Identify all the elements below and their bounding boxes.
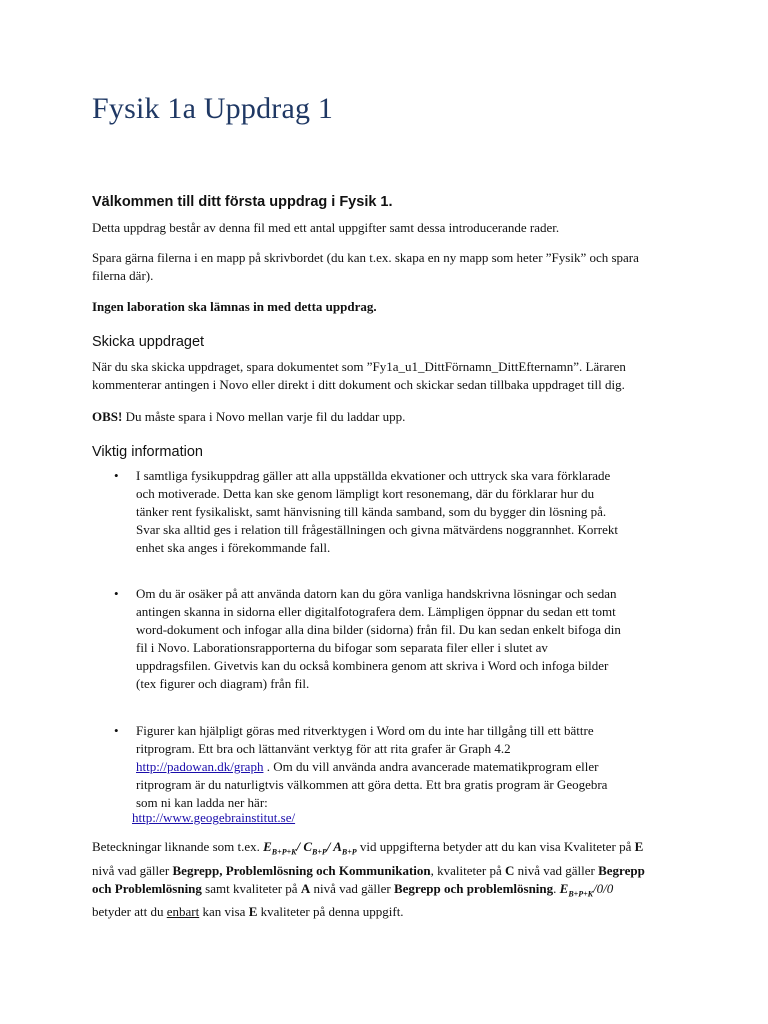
grades-emphasis: och Problemlösning bbox=[92, 880, 202, 896]
grade-symbol: E bbox=[559, 880, 569, 896]
welcome-paragraph-1: Detta uppdrag består av denna fil med ett antal uppgifter samt dessa introducerande rader. bbox=[92, 220, 560, 235]
grades-emphasis: Begrepp bbox=[598, 862, 645, 878]
obs-label: OBS! bbox=[92, 409, 123, 424]
grades-emphasis: Begrepp och problemlösning bbox=[393, 880, 554, 896]
grade-separator: / bbox=[296, 839, 304, 854]
list-item-line: word-dokument och infogar alla dina bilder (sidorna) från fil. Du kan sedan enkelt bifoga din bbox=[136, 622, 621, 637]
list-item bbox=[92, 467, 672, 557]
list-item-line: Om du är osäker på att använda datorn kan du göra vanliga handskrivna lösningar och sedan bbox=[136, 586, 617, 601]
welcome-paragraph-2-line-2: filerna där). bbox=[92, 268, 154, 283]
grade-symbol: C bbox=[303, 839, 313, 854]
list-item-line: antingen skanna in sidorna eller digitalfotografera dem. Lämpligen öppnar du sedan ett tomt bbox=[136, 604, 616, 619]
send-paragraph-line-2: kommenterar antingen i Novo eller direkt i ditt dokument och skickar sedan tillbaka uppdraget till dig. bbox=[92, 377, 625, 392]
grades-text: kan visa bbox=[199, 904, 249, 920]
list-item-line: tänker rent fysikaliskt, samt hänvisning till kända samband, som du bygger din lösning på. bbox=[136, 504, 607, 519]
list-item-line: enhet ska anges i förekommande fall. bbox=[136, 540, 331, 555]
grade-letter: E bbox=[634, 839, 644, 854]
geogebra-link[interactable]: http://www.geogebrainstitut.se/ bbox=[132, 810, 296, 825]
list-item-line: fil i Novo. Laborationsrapporterna du bifogar som separata filer eller i slutet av bbox=[136, 640, 548, 655]
info-list-item-1 bbox=[92, 467, 672, 557]
grades-paragraph bbox=[92, 838, 672, 921]
grade-separator: / bbox=[326, 839, 334, 854]
list-item-line: Svar ska alltid ges i relation till frågeställningen och givna mätvärdens noggrannhet. Korrekt bbox=[136, 522, 618, 537]
grades-underlined: enbart bbox=[166, 904, 200, 920]
list-item-line: (tex figurer och diagram) från fil. bbox=[136, 676, 310, 691]
send-paragraph-line-1: När du ska skicka uppdraget, spara dokumentet som ”Fy1a_u1_DittFörnamn_DittEfternamn”. Läraren bbox=[92, 359, 626, 374]
grade-subscript: B+P+K bbox=[271, 847, 297, 857]
grades-line-4 bbox=[92, 903, 672, 921]
grades-line-1 bbox=[92, 838, 672, 862]
list-item-line: uppdragsfilen. Givetvis kan du också kombinera genom att skriva i Word och infoga bilder bbox=[136, 658, 609, 673]
grade-symbol: E bbox=[263, 839, 272, 854]
list-item bbox=[92, 585, 672, 693]
no-lab-notice: Ingen laboration ska lämnas in med detta uppdrag. bbox=[92, 299, 377, 314]
grade-subscript: B+P bbox=[341, 847, 357, 857]
bullet-icon: • bbox=[114, 586, 119, 601]
grade-subscript: B+P bbox=[312, 847, 327, 857]
grades-text: betyder att du bbox=[92, 904, 167, 920]
link-trailing-text: . Om du vill använda andra avancerade matematikprogram eller bbox=[263, 759, 599, 774]
welcome-heading: Välkommen till ditt första uppdrag i Fysik 1. bbox=[92, 194, 393, 210]
info-heading: Viktig information bbox=[92, 444, 203, 460]
grades-text: Beteckningar liknande som t.ex. bbox=[92, 839, 264, 854]
list-item-line: och motiverade. Detta kan ske genom lämpligt kort resonemang, där du förklarar hur du bbox=[136, 486, 595, 501]
grade-letter: E bbox=[248, 904, 258, 920]
list-item bbox=[92, 722, 672, 812]
grades-text: samt kvaliteter på bbox=[201, 880, 301, 896]
obs-paragraph bbox=[92, 408, 667, 426]
grades-text: kvaliteter på denna uppgift. bbox=[257, 904, 404, 920]
list-item-line: Figurer kan hjälpligt göras med ritverktygen i Word om du inte har tillgång till ett bättre bbox=[136, 723, 594, 738]
send-paragraph bbox=[92, 358, 667, 394]
list-item-line: I samtliga fysikuppdrag gäller att alla uppställda ekvationer och uttryck ska vara förklarade bbox=[136, 468, 611, 483]
grades-emphasis: Begrepp, Problemlösning och Kommunikation bbox=[172, 862, 431, 878]
grades-text: vid uppgifterna betyder att du kan visa Kvaliteter på bbox=[356, 839, 635, 854]
bullet-icon: • bbox=[114, 468, 119, 483]
info-list-item-3 bbox=[92, 722, 672, 812]
grade-subscript: B+P+K bbox=[568, 889, 593, 899]
obs-text: Du måste spara i Novo mellan varje fil du laddar upp. bbox=[122, 409, 406, 424]
grade-symbol: A bbox=[333, 839, 342, 854]
welcome-paragraph-2-line-1: Spara gärna filerna i en mapp på skrivbordet (du kan t.ex. skapa en ny mapp som heter ”Fysik” och spara bbox=[92, 250, 639, 265]
grades-text: nivå vad gäller bbox=[514, 862, 599, 878]
grades-line-2 bbox=[92, 862, 672, 880]
document-title: Fysik 1a Uppdrag 1 bbox=[92, 92, 334, 125]
send-heading: Skicka uppdraget bbox=[92, 334, 205, 350]
list-item-line: ritprogram. Ett bra och lättanvänt verktyg för att rita grafer är Graph 4.2 bbox=[136, 741, 511, 756]
geogebra-link-line bbox=[132, 809, 707, 827]
grades-text: nivå vad gäller bbox=[310, 880, 394, 896]
grades-text: nivå vad gäller bbox=[92, 862, 173, 878]
list-item-line: ritprogram är du naturligtvis välkommen att göra detta. Ett bra gratis program är Geogebra bbox=[136, 777, 608, 792]
info-list-item-2 bbox=[92, 585, 672, 693]
grade-rest: /0/0 bbox=[593, 880, 614, 896]
grades-text: , kvaliteter på bbox=[430, 862, 505, 878]
list-item-line: som ni kan ladda ner här: bbox=[136, 795, 268, 810]
bullet-icon: • bbox=[114, 723, 119, 738]
welcome-paragraph-2 bbox=[92, 249, 667, 285]
graph-link[interactable]: http://padowan.dk/graph bbox=[136, 759, 264, 774]
grade-letter: C bbox=[504, 862, 515, 878]
grade-letter: A bbox=[300, 880, 311, 896]
grades-line-3 bbox=[92, 880, 672, 904]
grades-text: . bbox=[553, 880, 560, 896]
list-item-line bbox=[136, 758, 672, 776]
